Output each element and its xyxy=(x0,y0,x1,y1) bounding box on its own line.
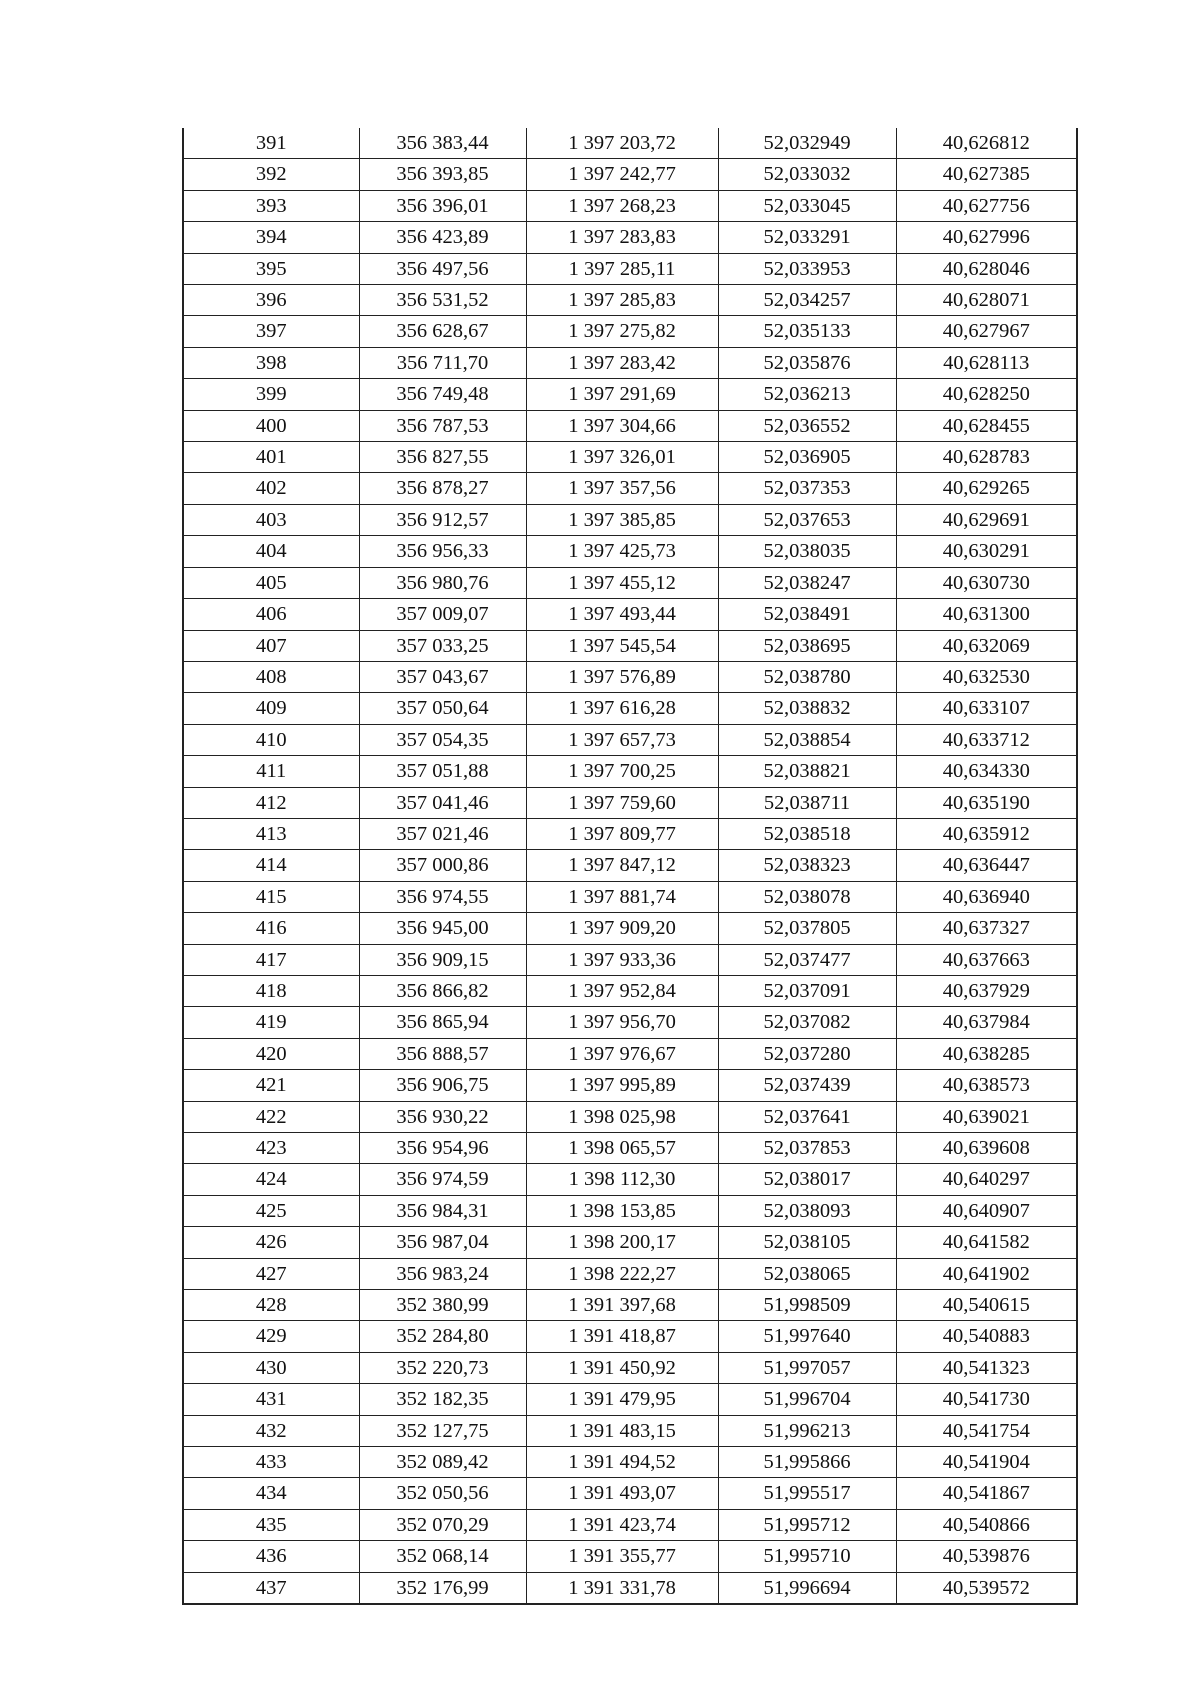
latitude-cell: 52,036552 xyxy=(718,410,896,441)
table-row xyxy=(183,222,1077,253)
table-row xyxy=(183,1101,1077,1132)
table-row xyxy=(183,1290,1077,1321)
point-number-cell: 397 xyxy=(183,316,359,347)
longitude-cell: 40,541730 xyxy=(896,1384,1077,1415)
longitude-cell: 40,540866 xyxy=(896,1509,1077,1540)
longitude-cell: 40,628455 xyxy=(896,410,1077,441)
longitude-cell: 40,628250 xyxy=(896,379,1077,410)
latitude-cell: 52,033291 xyxy=(718,222,896,253)
longitude-cell: 40,539572 xyxy=(896,1572,1077,1604)
point-number-cell: 400 xyxy=(183,410,359,441)
longitude-cell: 40,628783 xyxy=(896,442,1077,473)
latitude-cell: 52,037353 xyxy=(718,473,896,504)
point-number-cell: 437 xyxy=(183,1572,359,1604)
y-coordinate-cell: 1 397 847,12 xyxy=(526,850,718,881)
point-number-cell: 432 xyxy=(183,1415,359,1446)
table-row xyxy=(183,724,1077,755)
y-coordinate-cell: 1 391 418,87 xyxy=(526,1321,718,1352)
y-coordinate-cell: 1 397 909,20 xyxy=(526,913,718,944)
point-number-cell: 394 xyxy=(183,222,359,253)
y-coordinate-cell: 1 397 283,83 xyxy=(526,222,718,253)
latitude-cell: 52,036905 xyxy=(718,442,896,473)
y-coordinate-cell: 1 397 275,82 xyxy=(526,316,718,347)
x-coordinate-cell: 356 984,31 xyxy=(359,1195,526,1226)
longitude-cell: 40,635190 xyxy=(896,787,1077,818)
x-coordinate-cell: 357 051,88 xyxy=(359,756,526,787)
y-coordinate-cell: 1 391 479,95 xyxy=(526,1384,718,1415)
y-coordinate-cell: 1 398 112,30 xyxy=(526,1164,718,1195)
table-row xyxy=(183,630,1077,661)
x-coordinate-cell: 352 182,35 xyxy=(359,1384,526,1415)
x-coordinate-cell: 357 021,46 xyxy=(359,818,526,849)
point-number-cell: 408 xyxy=(183,661,359,692)
longitude-cell: 40,628113 xyxy=(896,347,1077,378)
latitude-cell: 52,037280 xyxy=(718,1038,896,1069)
latitude-cell: 52,033045 xyxy=(718,190,896,221)
x-coordinate-cell: 356 396,01 xyxy=(359,190,526,221)
table-row xyxy=(183,850,1077,881)
y-coordinate-cell: 1 397 952,84 xyxy=(526,975,718,1006)
x-coordinate-cell: 356 711,70 xyxy=(359,347,526,378)
x-coordinate-cell: 352 176,99 xyxy=(359,1572,526,1604)
longitude-cell: 40,630730 xyxy=(896,567,1077,598)
table-row xyxy=(183,1258,1077,1289)
table-row xyxy=(183,410,1077,441)
x-coordinate-cell: 357 000,86 xyxy=(359,850,526,881)
latitude-cell: 52,036213 xyxy=(718,379,896,410)
longitude-cell: 40,627967 xyxy=(896,316,1077,347)
point-number-cell: 409 xyxy=(183,693,359,724)
x-coordinate-cell: 357 050,64 xyxy=(359,693,526,724)
longitude-cell: 40,637929 xyxy=(896,975,1077,1006)
x-coordinate-cell: 356 865,94 xyxy=(359,1007,526,1038)
table-row xyxy=(183,1572,1077,1604)
table-row xyxy=(183,1321,1077,1352)
point-number-cell: 419 xyxy=(183,1007,359,1038)
y-coordinate-cell: 1 397 576,89 xyxy=(526,661,718,692)
longitude-cell: 40,632069 xyxy=(896,630,1077,661)
y-coordinate-cell: 1 397 455,12 xyxy=(526,567,718,598)
table-row xyxy=(183,1195,1077,1226)
table-row xyxy=(183,347,1077,378)
x-coordinate-cell: 356 878,27 xyxy=(359,473,526,504)
longitude-cell: 40,640907 xyxy=(896,1195,1077,1226)
table-row xyxy=(183,190,1077,221)
table-row xyxy=(183,975,1077,1006)
point-number-cell: 401 xyxy=(183,442,359,473)
table-row xyxy=(183,1447,1077,1478)
y-coordinate-cell: 1 397 881,74 xyxy=(526,881,718,912)
x-coordinate-cell: 356 393,85 xyxy=(359,159,526,190)
longitude-cell: 40,638285 xyxy=(896,1038,1077,1069)
point-number-cell: 435 xyxy=(183,1509,359,1540)
point-number-cell: 427 xyxy=(183,1258,359,1289)
table-row xyxy=(183,1227,1077,1258)
point-number-cell: 395 xyxy=(183,253,359,284)
x-coordinate-cell: 352 127,75 xyxy=(359,1415,526,1446)
point-number-cell: 411 xyxy=(183,756,359,787)
latitude-cell: 52,038518 xyxy=(718,818,896,849)
latitude-cell: 52,038491 xyxy=(718,599,896,630)
latitude-cell: 52,038035 xyxy=(718,536,896,567)
latitude-cell: 52,038078 xyxy=(718,881,896,912)
table-row xyxy=(183,1384,1077,1415)
latitude-cell: 52,038832 xyxy=(718,693,896,724)
point-number-cell: 417 xyxy=(183,944,359,975)
table-row xyxy=(183,661,1077,692)
x-coordinate-cell: 356 383,44 xyxy=(359,128,526,159)
longitude-cell: 40,541323 xyxy=(896,1352,1077,1383)
point-number-cell: 414 xyxy=(183,850,359,881)
point-number-cell: 403 xyxy=(183,504,359,535)
point-number-cell: 431 xyxy=(183,1384,359,1415)
x-coordinate-cell: 356 749,48 xyxy=(359,379,526,410)
x-coordinate-cell: 356 531,52 xyxy=(359,285,526,316)
point-number-cell: 423 xyxy=(183,1133,359,1164)
longitude-cell: 40,636940 xyxy=(896,881,1077,912)
y-coordinate-cell: 1 391 493,07 xyxy=(526,1478,718,1509)
longitude-cell: 40,640297 xyxy=(896,1164,1077,1195)
longitude-cell: 40,539876 xyxy=(896,1541,1077,1572)
latitude-cell: 51,996213 xyxy=(718,1415,896,1446)
point-number-cell: 396 xyxy=(183,285,359,316)
longitude-cell: 40,630291 xyxy=(896,536,1077,567)
y-coordinate-cell: 1 391 397,68 xyxy=(526,1290,718,1321)
point-number-cell: 422 xyxy=(183,1101,359,1132)
table-row xyxy=(183,128,1077,159)
table-row xyxy=(183,1352,1077,1383)
table-row xyxy=(183,693,1077,724)
point-number-cell: 410 xyxy=(183,724,359,755)
y-coordinate-cell: 1 397 203,72 xyxy=(526,128,718,159)
table-row xyxy=(183,787,1077,818)
x-coordinate-cell: 356 909,15 xyxy=(359,944,526,975)
y-coordinate-cell: 1 391 483,15 xyxy=(526,1415,718,1446)
table-row xyxy=(183,881,1077,912)
table-row xyxy=(183,253,1077,284)
table-row xyxy=(183,1164,1077,1195)
longitude-cell: 40,541754 xyxy=(896,1415,1077,1446)
latitude-cell: 52,038821 xyxy=(718,756,896,787)
longitude-cell: 40,634330 xyxy=(896,756,1077,787)
point-number-cell: 404 xyxy=(183,536,359,567)
x-coordinate-cell: 352 050,56 xyxy=(359,1478,526,1509)
latitude-cell: 52,038854 xyxy=(718,724,896,755)
point-number-cell: 433 xyxy=(183,1447,359,1478)
longitude-cell: 40,541904 xyxy=(896,1447,1077,1478)
point-number-cell: 412 xyxy=(183,787,359,818)
x-coordinate-cell: 356 787,53 xyxy=(359,410,526,441)
y-coordinate-cell: 1 391 450,92 xyxy=(526,1352,718,1383)
table-row xyxy=(183,1541,1077,1572)
point-number-cell: 392 xyxy=(183,159,359,190)
longitude-cell: 40,633107 xyxy=(896,693,1077,724)
point-number-cell: 426 xyxy=(183,1227,359,1258)
longitude-cell: 40,631300 xyxy=(896,599,1077,630)
coordinates-table xyxy=(182,128,1078,1605)
y-coordinate-cell: 1 398 222,27 xyxy=(526,1258,718,1289)
latitude-cell: 51,995517 xyxy=(718,1478,896,1509)
x-coordinate-cell: 356 956,33 xyxy=(359,536,526,567)
y-coordinate-cell: 1 398 025,98 xyxy=(526,1101,718,1132)
latitude-cell: 52,037439 xyxy=(718,1070,896,1101)
table-row xyxy=(183,567,1077,598)
x-coordinate-cell: 357 041,46 xyxy=(359,787,526,818)
table-row xyxy=(183,473,1077,504)
longitude-cell: 40,639021 xyxy=(896,1101,1077,1132)
latitude-cell: 51,996704 xyxy=(718,1384,896,1415)
y-coordinate-cell: 1 397 700,25 xyxy=(526,756,718,787)
table-row xyxy=(183,285,1077,316)
y-coordinate-cell: 1 391 423,74 xyxy=(526,1509,718,1540)
point-number-cell: 421 xyxy=(183,1070,359,1101)
longitude-cell: 40,628071 xyxy=(896,285,1077,316)
table-row xyxy=(183,1007,1077,1038)
latitude-cell: 52,037853 xyxy=(718,1133,896,1164)
point-number-cell: 415 xyxy=(183,881,359,912)
point-number-cell: 418 xyxy=(183,975,359,1006)
x-coordinate-cell: 356 827,55 xyxy=(359,442,526,473)
point-number-cell: 398 xyxy=(183,347,359,378)
x-coordinate-cell: 352 284,80 xyxy=(359,1321,526,1352)
longitude-cell: 40,637984 xyxy=(896,1007,1077,1038)
y-coordinate-cell: 1 397 285,11 xyxy=(526,253,718,284)
point-number-cell: 391 xyxy=(183,128,359,159)
table-row xyxy=(183,504,1077,535)
y-coordinate-cell: 1 391 331,78 xyxy=(526,1572,718,1604)
x-coordinate-cell: 356 980,76 xyxy=(359,567,526,598)
table-row xyxy=(183,944,1077,975)
longitude-cell: 40,637663 xyxy=(896,944,1077,975)
longitude-cell: 40,641902 xyxy=(896,1258,1077,1289)
y-coordinate-cell: 1 397 326,01 xyxy=(526,442,718,473)
latitude-cell: 52,035876 xyxy=(718,347,896,378)
latitude-cell: 51,996694 xyxy=(718,1572,896,1604)
latitude-cell: 52,038093 xyxy=(718,1195,896,1226)
y-coordinate-cell: 1 391 494,52 xyxy=(526,1447,718,1478)
longitude-cell: 40,627756 xyxy=(896,190,1077,221)
latitude-cell: 51,995866 xyxy=(718,1447,896,1478)
latitude-cell: 52,033032 xyxy=(718,159,896,190)
latitude-cell: 52,038247 xyxy=(718,567,896,598)
point-number-cell: 413 xyxy=(183,818,359,849)
table-row xyxy=(183,818,1077,849)
latitude-cell: 52,038780 xyxy=(718,661,896,692)
latitude-cell: 51,997640 xyxy=(718,1321,896,1352)
y-coordinate-cell: 1 397 425,73 xyxy=(526,536,718,567)
latitude-cell: 52,037641 xyxy=(718,1101,896,1132)
longitude-cell: 40,541867 xyxy=(896,1478,1077,1509)
table-row xyxy=(183,442,1077,473)
x-coordinate-cell: 356 954,96 xyxy=(359,1133,526,1164)
longitude-cell: 40,540615 xyxy=(896,1290,1077,1321)
latitude-cell: 52,034257 xyxy=(718,285,896,316)
latitude-cell: 51,995710 xyxy=(718,1541,896,1572)
longitude-cell: 40,641582 xyxy=(896,1227,1077,1258)
x-coordinate-cell: 356 888,57 xyxy=(359,1038,526,1069)
x-coordinate-cell: 356 906,75 xyxy=(359,1070,526,1101)
latitude-cell: 52,037091 xyxy=(718,975,896,1006)
x-coordinate-cell: 356 866,82 xyxy=(359,975,526,1006)
x-coordinate-cell: 352 070,29 xyxy=(359,1509,526,1540)
y-coordinate-cell: 1 397 385,85 xyxy=(526,504,718,535)
x-coordinate-cell: 356 423,89 xyxy=(359,222,526,253)
latitude-cell: 52,037653 xyxy=(718,504,896,535)
longitude-cell: 40,638573 xyxy=(896,1070,1077,1101)
x-coordinate-cell: 352 089,42 xyxy=(359,1447,526,1478)
y-coordinate-cell: 1 397 933,36 xyxy=(526,944,718,975)
latitude-cell: 52,033953 xyxy=(718,253,896,284)
table-row xyxy=(183,1038,1077,1069)
coordinates-table-body xyxy=(183,128,1077,1604)
point-number-cell: 425 xyxy=(183,1195,359,1226)
point-number-cell: 434 xyxy=(183,1478,359,1509)
x-coordinate-cell: 357 033,25 xyxy=(359,630,526,661)
longitude-cell: 40,632530 xyxy=(896,661,1077,692)
x-coordinate-cell: 356 974,59 xyxy=(359,1164,526,1195)
x-coordinate-cell: 356 987,04 xyxy=(359,1227,526,1258)
table-row xyxy=(183,379,1077,410)
latitude-cell: 52,037082 xyxy=(718,1007,896,1038)
y-coordinate-cell: 1 397 304,66 xyxy=(526,410,718,441)
table-row xyxy=(183,599,1077,630)
y-coordinate-cell: 1 397 242,77 xyxy=(526,159,718,190)
x-coordinate-cell: 356 930,22 xyxy=(359,1101,526,1132)
latitude-cell: 52,037477 xyxy=(718,944,896,975)
y-coordinate-cell: 1 397 545,54 xyxy=(526,630,718,661)
x-coordinate-cell: 356 974,55 xyxy=(359,881,526,912)
latitude-cell: 52,038065 xyxy=(718,1258,896,1289)
point-number-cell: 420 xyxy=(183,1038,359,1069)
x-coordinate-cell: 357 054,35 xyxy=(359,724,526,755)
point-number-cell: 402 xyxy=(183,473,359,504)
point-number-cell: 424 xyxy=(183,1164,359,1195)
x-coordinate-cell: 356 912,57 xyxy=(359,504,526,535)
longitude-cell: 40,626812 xyxy=(896,128,1077,159)
y-coordinate-cell: 1 397 283,42 xyxy=(526,347,718,378)
latitude-cell: 51,997057 xyxy=(718,1352,896,1383)
latitude-cell: 52,038323 xyxy=(718,850,896,881)
point-number-cell: 430 xyxy=(183,1352,359,1383)
x-coordinate-cell: 356 628,67 xyxy=(359,316,526,347)
y-coordinate-cell: 1 397 291,69 xyxy=(526,379,718,410)
y-coordinate-cell: 1 397 616,28 xyxy=(526,693,718,724)
point-number-cell: 406 xyxy=(183,599,359,630)
table-row xyxy=(183,1415,1077,1446)
longitude-cell: 40,627996 xyxy=(896,222,1077,253)
point-number-cell: 436 xyxy=(183,1541,359,1572)
x-coordinate-cell: 357 009,07 xyxy=(359,599,526,630)
latitude-cell: 51,995712 xyxy=(718,1509,896,1540)
latitude-cell: 52,038711 xyxy=(718,787,896,818)
y-coordinate-cell: 1 391 355,77 xyxy=(526,1541,718,1572)
longitude-cell: 40,637327 xyxy=(896,913,1077,944)
point-number-cell: 407 xyxy=(183,630,359,661)
longitude-cell: 40,636447 xyxy=(896,850,1077,881)
longitude-cell: 40,540883 xyxy=(896,1321,1077,1352)
point-number-cell: 429 xyxy=(183,1321,359,1352)
longitude-cell: 40,628046 xyxy=(896,253,1077,284)
latitude-cell: 52,032949 xyxy=(718,128,896,159)
y-coordinate-cell: 1 397 357,56 xyxy=(526,473,718,504)
y-coordinate-cell: 1 398 153,85 xyxy=(526,1195,718,1226)
table-row xyxy=(183,756,1077,787)
table-row xyxy=(183,159,1077,190)
latitude-cell: 52,038105 xyxy=(718,1227,896,1258)
x-coordinate-cell: 352 068,14 xyxy=(359,1541,526,1572)
latitude-cell: 51,998509 xyxy=(718,1290,896,1321)
table-row xyxy=(183,536,1077,567)
x-coordinate-cell: 356 945,00 xyxy=(359,913,526,944)
y-coordinate-cell: 1 397 809,77 xyxy=(526,818,718,849)
longitude-cell: 40,629265 xyxy=(896,473,1077,504)
point-number-cell: 393 xyxy=(183,190,359,221)
table-row xyxy=(183,913,1077,944)
table-row xyxy=(183,1509,1077,1540)
x-coordinate-cell: 356 983,24 xyxy=(359,1258,526,1289)
table-row xyxy=(183,316,1077,347)
table-row xyxy=(183,1133,1077,1164)
latitude-cell: 52,038017 xyxy=(718,1164,896,1195)
x-coordinate-cell: 352 380,99 xyxy=(359,1290,526,1321)
y-coordinate-cell: 1 398 065,57 xyxy=(526,1133,718,1164)
longitude-cell: 40,629691 xyxy=(896,504,1077,535)
point-number-cell: 405 xyxy=(183,567,359,598)
latitude-cell: 52,035133 xyxy=(718,316,896,347)
y-coordinate-cell: 1 397 956,70 xyxy=(526,1007,718,1038)
y-coordinate-cell: 1 397 268,23 xyxy=(526,190,718,221)
point-number-cell: 399 xyxy=(183,379,359,410)
longitude-cell: 40,627385 xyxy=(896,159,1077,190)
y-coordinate-cell: 1 397 285,83 xyxy=(526,285,718,316)
longitude-cell: 40,639608 xyxy=(896,1133,1077,1164)
latitude-cell: 52,037805 xyxy=(718,913,896,944)
x-coordinate-cell: 356 497,56 xyxy=(359,253,526,284)
point-number-cell: 416 xyxy=(183,913,359,944)
x-coordinate-cell: 352 220,73 xyxy=(359,1352,526,1383)
table-row xyxy=(183,1070,1077,1101)
y-coordinate-cell: 1 398 200,17 xyxy=(526,1227,718,1258)
y-coordinate-cell: 1 397 995,89 xyxy=(526,1070,718,1101)
y-coordinate-cell: 1 397 759,60 xyxy=(526,787,718,818)
table-row xyxy=(183,1478,1077,1509)
x-coordinate-cell: 357 043,67 xyxy=(359,661,526,692)
longitude-cell: 40,633712 xyxy=(896,724,1077,755)
y-coordinate-cell: 1 397 657,73 xyxy=(526,724,718,755)
longitude-cell: 40,635912 xyxy=(896,818,1077,849)
y-coordinate-cell: 1 397 493,44 xyxy=(526,599,718,630)
point-number-cell: 428 xyxy=(183,1290,359,1321)
y-coordinate-cell: 1 397 976,67 xyxy=(526,1038,718,1069)
latitude-cell: 52,038695 xyxy=(718,630,896,661)
